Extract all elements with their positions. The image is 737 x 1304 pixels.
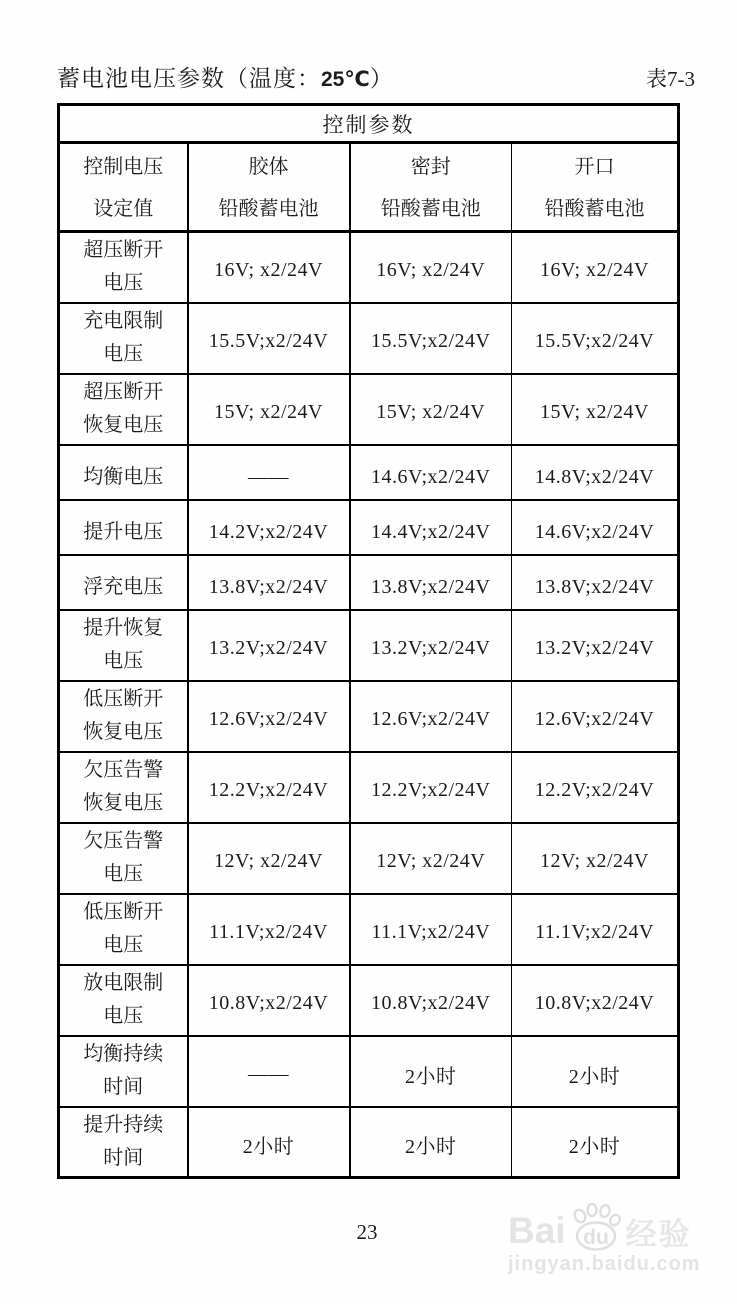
column-header-line: 控制电压 — [83, 156, 164, 178]
cell-value: 10.8V;x2/24V — [350, 965, 512, 1036]
baidu-logo-bai-text: Bai — [508, 1210, 566, 1251]
row-label — [59, 752, 188, 823]
cell-value: 13.8V;x2/24V — [512, 555, 679, 610]
watermark-url: jingyan.baidu.com — [508, 1253, 701, 1275]
column-header-line: 铅酸蓄电池 — [218, 198, 319, 220]
column-header-line: 铅酸蓄电池 — [380, 198, 481, 220]
column-header-2 — [350, 143, 512, 232]
row-label-line: 超压断开 — [83, 239, 164, 262]
table-row — [59, 303, 679, 374]
cell-value: 16V; x2/24V — [512, 232, 679, 303]
cell-value: 2小时 — [188, 1107, 350, 1178]
cell-value: 2小时 — [350, 1036, 512, 1107]
row-label-line: 浮充电压 — [83, 575, 164, 598]
cell-value: 2小时 — [512, 1107, 679, 1178]
baidu-logo — [508, 1207, 718, 1255]
cell-value: 12.6V;x2/24V — [350, 681, 512, 752]
row-label — [59, 965, 188, 1036]
cell-value: 13.8V;x2/24V — [188, 555, 350, 610]
cell-value: 14.6V;x2/24V — [350, 445, 512, 500]
baidu-jingyan-watermark — [508, 1207, 718, 1276]
row-label-line: 恢复电压 — [83, 721, 164, 743]
table-row — [59, 610, 679, 681]
row-label — [59, 823, 188, 894]
row-label-line: 电压 — [103, 934, 144, 956]
row-label-line: 恢复电压 — [83, 414, 164, 436]
row-label — [59, 1107, 188, 1178]
row-label-line: 提升电压 — [83, 520, 164, 543]
baidu-paw-icon — [568, 1203, 624, 1256]
cell-value: 11.1V;x2/24V — [188, 894, 350, 965]
cell-value: 15.5V;x2/24V — [512, 303, 679, 374]
cell-value: 10.8V;x2/24V — [512, 965, 679, 1036]
row-label — [59, 374, 188, 445]
page-title-close-paren: ） — [369, 66, 394, 91]
document-header — [57, 60, 695, 93]
cell-value: 15.5V;x2/24V — [350, 303, 512, 374]
cell-value: 12V; x2/24V — [512, 823, 679, 894]
cell-value: 12.2V;x2/24V — [350, 752, 512, 823]
baidu-logo-du-text: du — [582, 1225, 609, 1249]
cell-value: 2小时 — [350, 1107, 512, 1178]
row-label-line: 欠压告警 — [83, 830, 164, 852]
table-row — [59, 1036, 679, 1107]
baidu-jingyan-text: 经验 — [625, 1216, 692, 1252]
cell-value: 12.2V;x2/24V — [188, 752, 350, 823]
page-title — [57, 60, 394, 93]
row-label-line: 欠压告警 — [83, 759, 164, 781]
cell-value: —— — [188, 445, 350, 500]
row-label — [59, 610, 188, 681]
cell-value: 16V; x2/24V — [188, 232, 350, 303]
column-header-row — [59, 143, 679, 232]
cell-value: 15.5V;x2/24V — [188, 303, 350, 374]
row-label-line: 时间 — [103, 1146, 144, 1169]
row-label — [59, 894, 188, 965]
cell-value: 14.4V;x2/24V — [350, 500, 512, 555]
cell-value: 16V; x2/24V — [350, 232, 512, 303]
row-label-line: 电压 — [103, 650, 144, 672]
row-label — [59, 500, 188, 555]
row-label-line: 均衡电压 — [83, 465, 164, 488]
row-label — [59, 681, 188, 752]
table-row — [59, 555, 679, 610]
column-header-line: 设定值 — [93, 198, 154, 220]
column-header-1 — [188, 143, 350, 232]
cell-value: 14.8V;x2/24V — [512, 445, 679, 500]
table-reference-label: 表7-3 — [646, 67, 695, 91]
column-header-3 — [512, 143, 679, 232]
table-row — [59, 232, 679, 303]
row-label-line: 提升持续 — [83, 1113, 164, 1136]
row-label-line: 时间 — [103, 1076, 144, 1098]
cell-value: 11.1V;x2/24V — [350, 894, 512, 965]
row-label — [59, 1036, 188, 1107]
column-header-line: 胶体 — [248, 156, 289, 178]
cell-value: 15V; x2/24V — [188, 374, 350, 445]
row-label-line: 电压 — [103, 343, 144, 365]
row-label-line: 电压 — [103, 1005, 144, 1027]
column-header-line: 密封 — [410, 156, 451, 178]
cell-value: 2小时 — [512, 1036, 679, 1107]
table-row — [59, 823, 679, 894]
row-label — [59, 555, 188, 610]
table-row — [59, 965, 679, 1036]
cell-value: 12.6V;x2/24V — [512, 681, 679, 752]
control-parameters-table — [57, 103, 680, 1179]
table-span-header-row — [59, 105, 679, 143]
row-label-line: 充电限制 — [83, 310, 164, 332]
cell-value: 14.2V;x2/24V — [188, 500, 350, 555]
row-label — [59, 232, 188, 303]
column-header-line: 开口 — [574, 156, 615, 178]
cell-value: 12V; x2/24V — [350, 823, 512, 894]
table-row — [59, 500, 679, 555]
row-label-line: 均衡持续 — [83, 1043, 164, 1065]
row-label-line: 电压 — [103, 272, 144, 295]
cell-value: 15V; x2/24V — [512, 374, 679, 445]
cell-value: 13.2V;x2/24V — [350, 610, 512, 681]
table-row — [59, 445, 679, 500]
cell-value: —— — [188, 1036, 350, 1107]
page-number: 23 — [356, 1220, 378, 1244]
row-label-line: 恢复电压 — [83, 792, 164, 814]
cell-value: 12.2V;x2/24V — [512, 752, 679, 823]
cell-value: 12.6V;x2/24V — [188, 681, 350, 752]
cell-value: 12V; x2/24V — [188, 823, 350, 894]
table-span-header: 控制参数 — [59, 105, 679, 143]
cell-value: 11.1V;x2/24V — [512, 894, 679, 965]
cell-value: 10.8V;x2/24V — [188, 965, 350, 1036]
cell-value: 15V; x2/24V — [350, 374, 512, 445]
row-label — [59, 303, 188, 374]
table-row — [59, 681, 679, 752]
table-row — [59, 1107, 679, 1178]
cell-value: 14.6V;x2/24V — [512, 500, 679, 555]
row-label-line: 提升恢复 — [83, 617, 164, 639]
table-row — [59, 374, 679, 445]
cell-value: 13.2V;x2/24V — [188, 610, 350, 681]
cell-value: 13.2V;x2/24V — [512, 610, 679, 681]
row-label-line: 电压 — [103, 863, 144, 885]
column-header-0 — [59, 143, 188, 232]
cell-value: 13.8V;x2/24V — [350, 555, 512, 610]
row-label-line: 放电限制 — [83, 972, 164, 994]
page-title-text: 蓄电池电压参数（温度： — [57, 66, 321, 91]
table-row — [59, 894, 679, 965]
column-header-line: 铅酸蓄电池 — [544, 198, 645, 220]
row-label — [59, 445, 188, 500]
row-label-line: 超压断开 — [83, 381, 164, 403]
temperature-value: 25℃ — [321, 68, 370, 91]
table-row — [59, 752, 679, 823]
row-label-line: 低压断开 — [83, 901, 164, 923]
row-label-line: 低压断开 — [83, 688, 164, 710]
